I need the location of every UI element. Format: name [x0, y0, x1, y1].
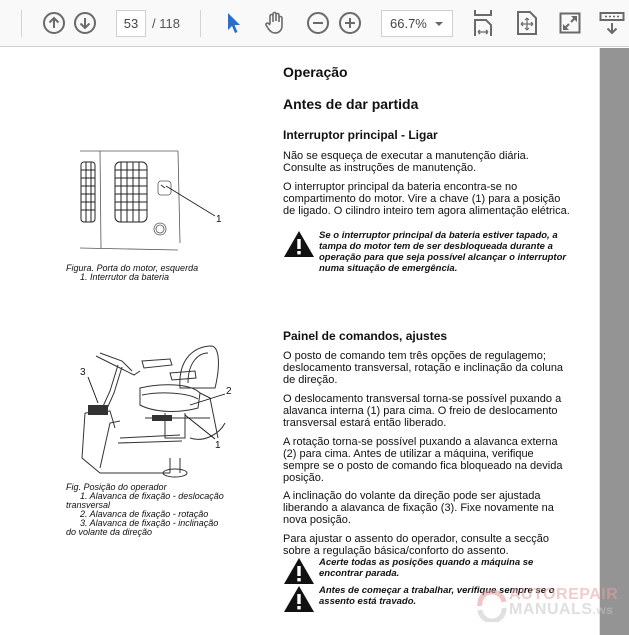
fit-page-button[interactable]: [513, 9, 541, 37]
section-heading: Antes de dar partida: [283, 96, 419, 112]
watermark-logo-icon: [476, 590, 508, 622]
watermark-line-2: [509, 601, 613, 619]
subsection-heading-control-panel: Painel de comandos, ajustes: [283, 329, 448, 343]
figure-caption-engine-door: [66, 264, 266, 282]
engine-door-illustration: [78, 148, 228, 253]
watermark-text: MANUALS: [509, 601, 593, 618]
arrow-down-circle-icon: [73, 11, 97, 35]
warning-text: Acerte todas as posições quando a máquina se encontrar parada.: [319, 557, 534, 579]
figure-engine-door: [78, 148, 228, 253]
watermark-line-1: AUTOREPAIR: [509, 586, 619, 603]
caption-title: Figura. Porta do motor, esquerda: [66, 263, 199, 273]
paragraph: A inclinação do volante da direção pode ser ajustada liberando a alavanca de fixação (3). Fixe novamente na nova posição.: [283, 490, 554, 526]
cursor-arrow-icon: [223, 11, 243, 35]
page-number-input[interactable]: 53: [116, 10, 146, 37]
figure-callout-2: 2: [226, 386, 232, 397]
operator-seat-illustration: [70, 343, 245, 478]
caption-item: do volante da direção: [66, 527, 153, 537]
warning-text: Antes de começar a trabalhar, verifique sempre se o assento está travado.: [319, 585, 555, 607]
fit-width-button[interactable]: [469, 9, 497, 37]
zoom-level-value: 66.7%: [390, 16, 427, 31]
toolbar-divider: [21, 10, 22, 37]
toolbar-divider: [200, 10, 201, 37]
previous-page-button[interactable]: [40, 9, 68, 37]
figure-callout-1: 1: [216, 214, 222, 225]
zoom-level-dropdown[interactable]: [381, 10, 453, 37]
select-tool-button[interactable]: [219, 9, 247, 37]
figure-callout-1: 1: [215, 440, 221, 451]
caption-item: transversal: [66, 500, 111, 510]
figure-callout-3: 3: [80, 367, 86, 378]
caption-item: 3. Alavanca de fixação - inclinação: [80, 518, 219, 528]
zoom-out-button[interactable]: [304, 9, 332, 37]
fit-width-icon: [472, 9, 494, 37]
paragraph: Não se esqueça de executar a manutenção diária. Consulte as instruções de manutenção.: [283, 150, 529, 174]
subsection-heading-main-switch: Interruptor principal - Ligar: [283, 128, 438, 142]
pdf-toolbar: [0, 0, 629, 47]
caption-item: 2. Alavanca de fixação - rotação: [80, 509, 209, 519]
warning-icon: [283, 557, 315, 585]
scroll-mode-icon: [599, 11, 625, 35]
zoom-in-button[interactable]: [336, 9, 364, 37]
watermark-suffix: .ws: [592, 603, 614, 617]
warning-icon: [283, 230, 315, 258]
paragraph: O interruptor principal da bateria encontra-se no compartimento do motor. Vire a chave (1) para a posição de ligado. O cilindro inteiro tem agora alimentação elétrica.: [283, 181, 570, 217]
page-title: Operação: [283, 64, 348, 80]
chevron-down-icon: [435, 22, 443, 26]
paragraph: A rotação torna-se possível puxando a alavanca externa (2) para cima. Antes de utilizar a máquina, verifique sempre se o posto de comando fica bloqueado na devida posição.: [283, 436, 563, 484]
figure-caption-operator-position: [66, 483, 256, 537]
vertical-scrollbar-thumb[interactable]: [600, 48, 629, 635]
caption-item: 1. Interrutor da bateria: [80, 272, 170, 282]
minus-circle-icon: [306, 11, 330, 35]
paragraph: O posto de comando tem três opções de regulagemo; deslocamento transversal, rotação e inclinação da coluna de direção.: [283, 350, 564, 386]
watermark: [476, 586, 619, 626]
caption-item: 1. Alavanca de fixação - deslocação: [80, 491, 224, 501]
plus-circle-icon: [338, 11, 362, 35]
fullscreen-button[interactable]: [556, 9, 584, 37]
scroll-mode-button[interactable]: [598, 9, 626, 37]
figure-operator-position: [70, 343, 245, 478]
expand-icon: [559, 12, 581, 34]
paragraph: O deslocamento transversal torna-se possível puxando a alavanca interna (1) para cima. O freio de deslocamento transversal estará então liberado.: [283, 393, 562, 429]
paragraph: Para ajustar o assento do operador, consulte a secção sobre a regulação básica/conforto do assento.: [283, 533, 550, 557]
warning-text: Se o interruptor principal da bateria estiver tapado, a tampa do motor tem de ser desbloqueada durante a operação para que seja possível alcançar o interruptor numa situação de emergência.: [319, 230, 567, 274]
page-total-label: / 118: [152, 16, 180, 31]
hand-icon: [263, 10, 287, 36]
hand-tool-button[interactable]: [261, 9, 289, 37]
caption-title: Fig. Posição do operador: [66, 482, 167, 492]
warning-icon: [283, 585, 315, 613]
arrow-up-circle-icon: [42, 11, 66, 35]
next-page-button[interactable]: [71, 9, 99, 37]
fit-page-icon: [516, 10, 538, 36]
